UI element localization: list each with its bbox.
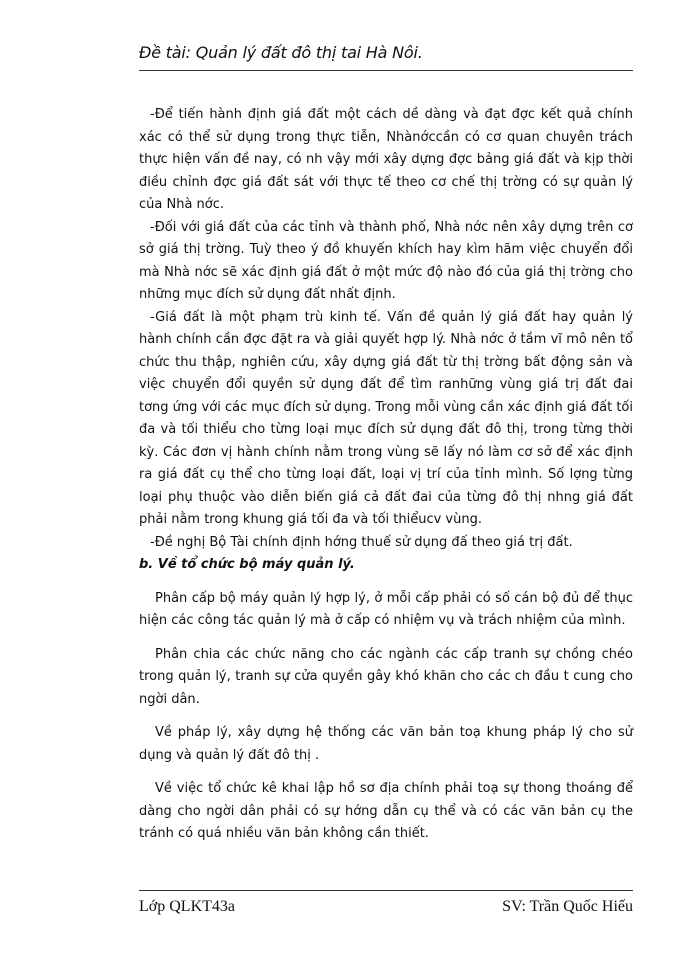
- footer-divider: [139, 890, 633, 891]
- paragraph-function-division: Phân chia các chức năng cho các ngành các cấp tranh sự chồng chéo trong quản lý, tranh sự cửa quyền gây khó khăn cho các ch đầu t cung cho ngời dân.: [139, 646, 633, 707]
- paragraph-cadastral-records: Về việc tổ chức kê khai lập hồ sơ địa chính phải toạ sự thong thoáng để dàng cho ngời dân phải có sự hớng dẫn cụ thể và có các văn bản cụ the tránh có quá nhiều văn bản không cần thiết.: [139, 781, 633, 841]
- header-divider: [139, 70, 633, 71]
- section-heading: b. Về tổ chức bộ máy quản lý.: [139, 557, 355, 572]
- footer-student-name: SV: Trần Quốc Hiếu: [502, 898, 633, 915]
- paragraph-land-pricing: -Để tiến hành định giá đất một cách dề dàng và đạt đợc kết quả chính xác có thể sử dụng trong thực tiễn, Nhànớccần có cơ quan chuyên trách thực hiện vấn đề nay, có nh vậy mới xây dựng đợc bảng giá đất và kịp thời điều chỉnh đợc giá đất sát với thực tế theo cơ chế thị trờng có sự quản lý của Nhà nớc.: [139, 107, 633, 212]
- paragraph-land-price-economics: -Giá đất là một phạm trù kinh tế. Vấn đề quản lý giá đất hay quản lý hành chính cần đợc đặt ra và giải quyết hợp lý. Nhà nớc ở tầm vĩ mô nên tổ chức thu thập, nghiên cứu, xây dựng giá đất từ thị trờng bất động sản và việc chuyển đổi quyền sử dụng đất để tìm ranhững vùng giá trị đất đai tơng ứng với các mục đích sử dụng. Trong mỗi vùng cần xác định giá đất tối đa và tối thiểu cho từng loại mục đích sử dụng đất đô thị, trong từng thời kỳ. Các đơn vị hành chính nằm trong vùng sẽ lấy nó làm cơ sở để xác định ra giá đất cụ thể cho từng loại đất, loại vị trí của tỉnh mình. Số lợng từng loại phụ thuộc vào diễn biến giá cả đất đai của từng đô thị nhng giá đất phải nằm trong khung giá tối đa và tối thiểucv vùng.: [139, 309, 633, 527]
- paragraph-management-hierarchy: Phân cấp bộ máy quản lý hợp lý, ở mỗi cấp phải có số cán bộ đủ để thục hiện các công tác quản lý mà ở cấp có nhiệm vụ và trách nhiệm của mình.: [139, 590, 633, 628]
- paragraph-province-pricing: -Đối với giá đất của các tỉnh và thành phố, Nhà nớc nên xây dựng trên cơ sở giá thị trờng. Tuỳ theo ý đồ khuyến khích hay kìm hãm việc chuyển đổi mà Nhà nớc sẽ xác định giá đất ở một mức độ nào đó của giá thị trờng cho những mục đích sử dụng đất nhất định.: [139, 219, 633, 302]
- paragraph-legal-framework: Về pháp lý, xây dựng hệ thống các văn bản toạ khung pháp lý cho sử dụng và quản lý đất đô thị .: [139, 725, 633, 763]
- paragraph-tax-proposal: -Đề nghị Bộ Tài chính định hớng thuế sử dụng đấ theo giá trị đất.: [150, 534, 573, 550]
- document-body: [139, 104, 633, 846]
- footer-class-name: Lớp QLKT43a: [139, 898, 235, 915]
- page-header-title: Đề tài: Quản lý đất đô thị tai Hà Nôi.: [139, 43, 423, 62]
